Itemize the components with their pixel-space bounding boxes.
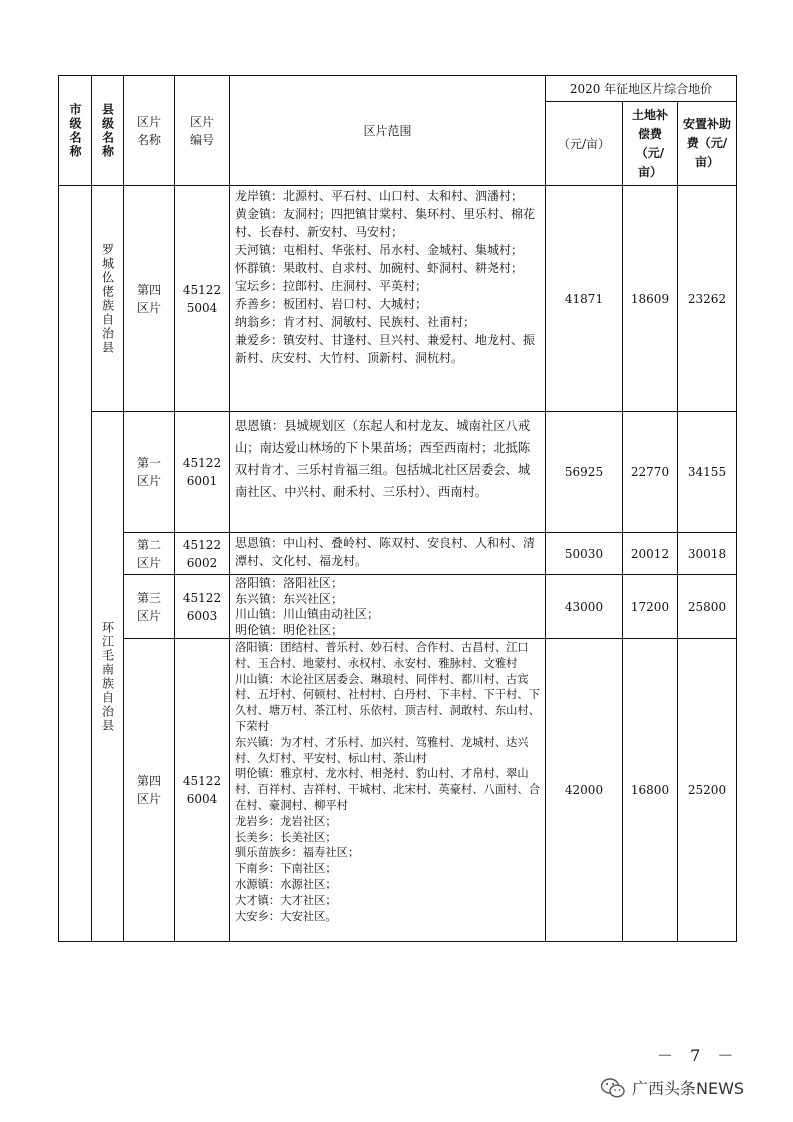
land-comp-cell: 18609 xyxy=(623,186,678,412)
resettle-cell: 23262 xyxy=(678,186,737,412)
zone-code-cell: 451225004 xyxy=(175,186,230,412)
header-zone-name: 区片名称 xyxy=(124,76,175,186)
zone-code-cell: 451226001 xyxy=(175,412,230,533)
page-number: － 7 － xyxy=(657,1046,740,1065)
county-cell: 罗城仫佬族自治县 xyxy=(92,186,124,412)
zone-name-cell: 第二区片 xyxy=(124,533,175,575)
zone-range-cell: 龙岸镇：北源村、平石村、山口村、太和村、泗潘村； 黄金镇：友洞村；四把镇甘棠村、集环村、里乐村、棉花村、长春村、新安村、马安村； 天河镇：屯相村、华张村、吊水村、金城村、集城村； 怀群镇：果敢村、自求村、加碗村、虾洞村、耕尧村； 宝坛乡：拉郎村、庄洞村、平英村； 乔善乡：板团村、岩口村、大城村； 纳翁乡：肯才村、洞敏村、民族村、社甫村； 兼爱乡：镇安村、甘逢村、旦兴村、兼爱村、地龙村、振新村、庆安村、大竹村、顶新村、洞杭村。 xyxy=(230,186,546,412)
zone-range-cell: 思恩镇：县城规划区（东起人和村龙友、城南社区八戒山；南达爱山林场的下卜果苗场；西至西南村；北抵陈双村肯才、三乐村肯福三组。包括城北社区居委会、城南社区、中兴村、耐禾村、三乐村）、西南村。 xyxy=(230,412,546,533)
zone-range-cell: 洛阳镇：洛阳社区； 东兴镇：东兴社区； 川山镇：川山镇由动社区； 明伦镇：明伦社区； xyxy=(230,575,546,639)
header-zone-range: 区片范围 xyxy=(230,76,546,186)
header-land-comp: 土地补偿费（元/亩） xyxy=(623,102,678,186)
land-comp-cell: 16800 xyxy=(623,639,678,942)
land-comp-cell: 17200 xyxy=(623,575,678,639)
table-row xyxy=(59,186,737,412)
price-total-cell: 43000 xyxy=(546,575,623,639)
resettle-cell: 30018 xyxy=(678,533,737,575)
price-total-cell: 42000 xyxy=(546,639,623,942)
header-zone-code: 区片编号 xyxy=(175,76,230,186)
zone-code-cell: 451226003 xyxy=(175,575,230,639)
land-price-table xyxy=(58,75,737,942)
zone-name-cell: 第四区片 xyxy=(124,186,175,412)
zone-name-cell: 第三区片 xyxy=(124,575,175,639)
zone-range-cell: 洛阳镇：团结村、普乐村、妙石村、合作村、古昌村、江口村、玉合村、地蒙村、永权村、永安村、雅脉村、文雅村 川山镇：木论社区居委会、琳琅村、同伴村、都川村、古宾村、五圩村、何顿村、社村村、白丹村、下丰村、下干村、下久村、塘万村、茶江村、乐依村、顶吉村、洞敢村、东山村、下荣村 东兴镇：为才村、才乐村、加兴村、笃雅村、龙城村、达兴村、久灯村、平安村、标山村、茶山村 明伦镇：雅京村、龙水村、相尧村、豹山村、才帛村、翠山村、百祥村、吉祥村、干城村、北宋村、英豪村、八面村、合在村、豪洞村、柳平村 龙岩乡：龙岩社区； 长美乡：长美社区； 驯乐苗族乡：福寿社区； 下南乡：下南社区； 水源镇：水源社区； 大才镇：大才社区； 大安乡：大安社区。 xyxy=(230,639,546,942)
price-total-cell: 41871 xyxy=(546,186,623,412)
watermark-text: 广西头条NEWS xyxy=(632,1079,745,1098)
watermark xyxy=(600,1076,744,1099)
header-resettle: 安置补助费（元/亩） xyxy=(678,102,737,186)
resettle-cell: 25200 xyxy=(678,639,737,942)
header-price-total: （元/亩） xyxy=(546,102,623,186)
zone-code-cell: 451226002 xyxy=(175,533,230,575)
table-row xyxy=(59,412,737,533)
city-cell xyxy=(59,186,92,942)
resettle-cell: 25800 xyxy=(678,575,737,639)
header-price-group: 2020 年征地区片综合地价 xyxy=(546,76,737,102)
zone-range-cell: 思恩镇：中山村、叠岭村、陈双村、安良村、人和村、清潭村、文化村、福龙村。 xyxy=(230,533,546,575)
wechat-icon xyxy=(600,1077,626,1099)
county-cell: 环江毛南族自治县 xyxy=(92,412,124,942)
zone-name-cell: 第四区片 xyxy=(124,639,175,942)
land-comp-cell: 20012 xyxy=(623,533,678,575)
price-total-cell: 50030 xyxy=(546,533,623,575)
header-city: 市级名称 xyxy=(59,76,92,186)
table-row xyxy=(59,533,737,575)
header-county: 县级名称 xyxy=(92,76,124,186)
price-total-cell: 56925 xyxy=(546,412,623,533)
land-comp-cell: 22770 xyxy=(623,412,678,533)
zone-name-cell: 第一区片 xyxy=(124,412,175,533)
table-row xyxy=(59,639,737,942)
zone-code-cell: 451226004 xyxy=(175,639,230,942)
resettle-cell: 34155 xyxy=(678,412,737,533)
table-row xyxy=(59,575,737,639)
